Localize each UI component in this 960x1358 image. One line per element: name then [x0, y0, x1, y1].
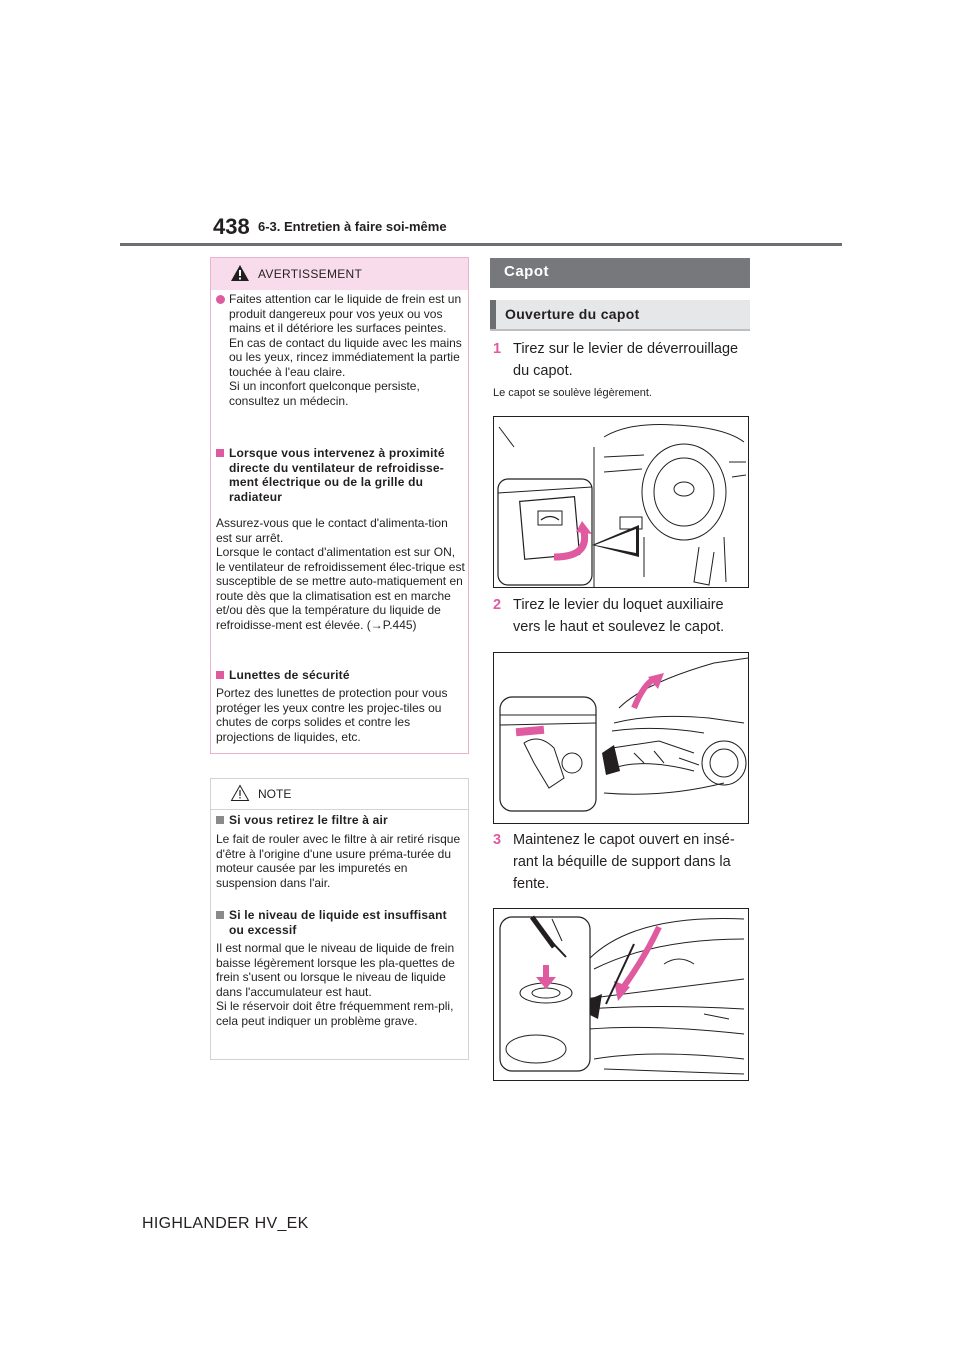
- warning-para-2b: Lorsque le contact d'alimentation est sur ON, le ventilateur de refroidissement élec-trique est susceptible de se mettre auto-matiquement en route dès que la climatisation est en marche et/ou dès que la température du liquide de refroidisse-ment est élevée. (: [216, 545, 465, 632]
- note-header: [211, 779, 468, 810]
- note-heading-1: [216, 813, 463, 828]
- warning-item-1-text: Faites attention car le liquide de frein est un produit dangereux pour vos yeux ou vos mains et il détériore les surfaces peintes. En cas de contact du liquide avec les mains ou les yeux, rincez immédiatement la partie touchée à l'eau claire.: [229, 292, 462, 379]
- note-para-2: [216, 941, 466, 1028]
- bullet-square-icon: [216, 911, 224, 919]
- subsection-heading-bar: [490, 300, 750, 331]
- step-1-number: 1: [493, 341, 502, 357]
- warning-para-2a: Assurez-vous que le contact d'alimenta-tion est sur arrêt.: [216, 516, 448, 545]
- step-1-text: Tirez sur le levier de déverrouillage du capot.: [513, 341, 739, 379]
- auxiliary-latch-illustration: [493, 652, 749, 824]
- page-reference-link[interactable]: P.445): [382, 617, 417, 632]
- step-3: [493, 829, 753, 895]
- section-heading-bar: [490, 258, 750, 288]
- section-heading: Capot: [504, 263, 549, 280]
- car-open-hood-drawing: [494, 909, 748, 1080]
- hood-release-lever-illustration: [493, 416, 749, 588]
- subsection-heading: Ouverture du capot: [505, 306, 640, 322]
- car-interior-drawing: [494, 417, 748, 587]
- bullet-dot-icon: [216, 295, 225, 304]
- note-heading-2-text: Si le niveau de liquide est insuffisant ou excessif: [229, 908, 447, 937]
- footer-model-name: HIGHLANDER HV_EK: [142, 1215, 309, 1232]
- page-number: 438: [213, 214, 250, 239]
- caution-triangle-icon: [230, 784, 250, 802]
- note-heading-1-text: Si vous retirez le filtre à air: [229, 813, 388, 827]
- step-1: [493, 338, 753, 382]
- note-para-2b: Si le réservoir doit être fréquemment rem-pli, cela peut indiquer un problème grave.: [216, 999, 454, 1028]
- step-1-note: Le capot se soulève légèrement.: [493, 387, 652, 399]
- car-front-hood-drawing: [494, 653, 748, 823]
- note-heading-2: [216, 908, 463, 937]
- warning-heading-3: [216, 668, 463, 683]
- step-2-text: Tirez le levier du loquet auxiliaire vers le haut et soulevez le capot.: [513, 597, 725, 635]
- subsection-accent: [490, 300, 496, 329]
- step-2: [493, 594, 753, 638]
- warning-heading-2: [216, 446, 463, 504]
- warning-box: [210, 257, 469, 754]
- arrow-icon: →: [370, 617, 383, 632]
- hood-support-rod-illustration: [493, 908, 749, 1081]
- warning-item-1b-text: Si un inconfort quelconque persiste, consultez un médecin.: [229, 379, 420, 408]
- step-3-number: 3: [493, 832, 502, 848]
- note-para-2a: Il est normal que le niveau de liquide de frein baisse légèrement lorsque les pla-quettes de frein s'usent ou lorsque le niveau de liquide dans l'accumulateur est haut.: [216, 941, 455, 999]
- bullet-square-icon: [216, 816, 224, 824]
- header-divider: [120, 243, 842, 246]
- note-label: NOTE: [258, 787, 292, 801]
- step-3-text: Maintenez le capot ouvert en insé-rant la béquille de support dans la fente.: [513, 832, 735, 892]
- warning-para-3: Portez des lunettes de protection pour vous protéger les yeux contre les projec-tiles ou chutes de corps solides et contre les projections de liquides, etc.: [216, 686, 448, 744]
- bullet-square-icon: [216, 449, 224, 457]
- warning-header: [211, 258, 468, 290]
- warning-heading-2-text: Lorsque vous intervenez à proximité directe du ventilateur de refroidisse-ment électrique ou de la grille du radiateur: [229, 446, 445, 504]
- warning-heading-3-text: Lunettes de sécurité: [229, 668, 350, 682]
- step-2-number: 2: [493, 597, 502, 613]
- warning-para-2: [216, 516, 466, 632]
- warning-triangle-icon: [230, 264, 250, 282]
- section-title: 6-3. Entretien à faire soi-même: [258, 219, 447, 234]
- note-para-1: Le fait de rouler avec le filtre à air retiré risque d'être à l'origine d'une usure préma-turée du moteur causée par les impuretés en suspension dans l'air.: [216, 832, 461, 890]
- warning-label: AVERTISSEMENT: [258, 267, 363, 281]
- note-box: [210, 778, 469, 1060]
- bullet-square-icon: [216, 671, 224, 679]
- warning-item-1: [216, 292, 463, 408]
